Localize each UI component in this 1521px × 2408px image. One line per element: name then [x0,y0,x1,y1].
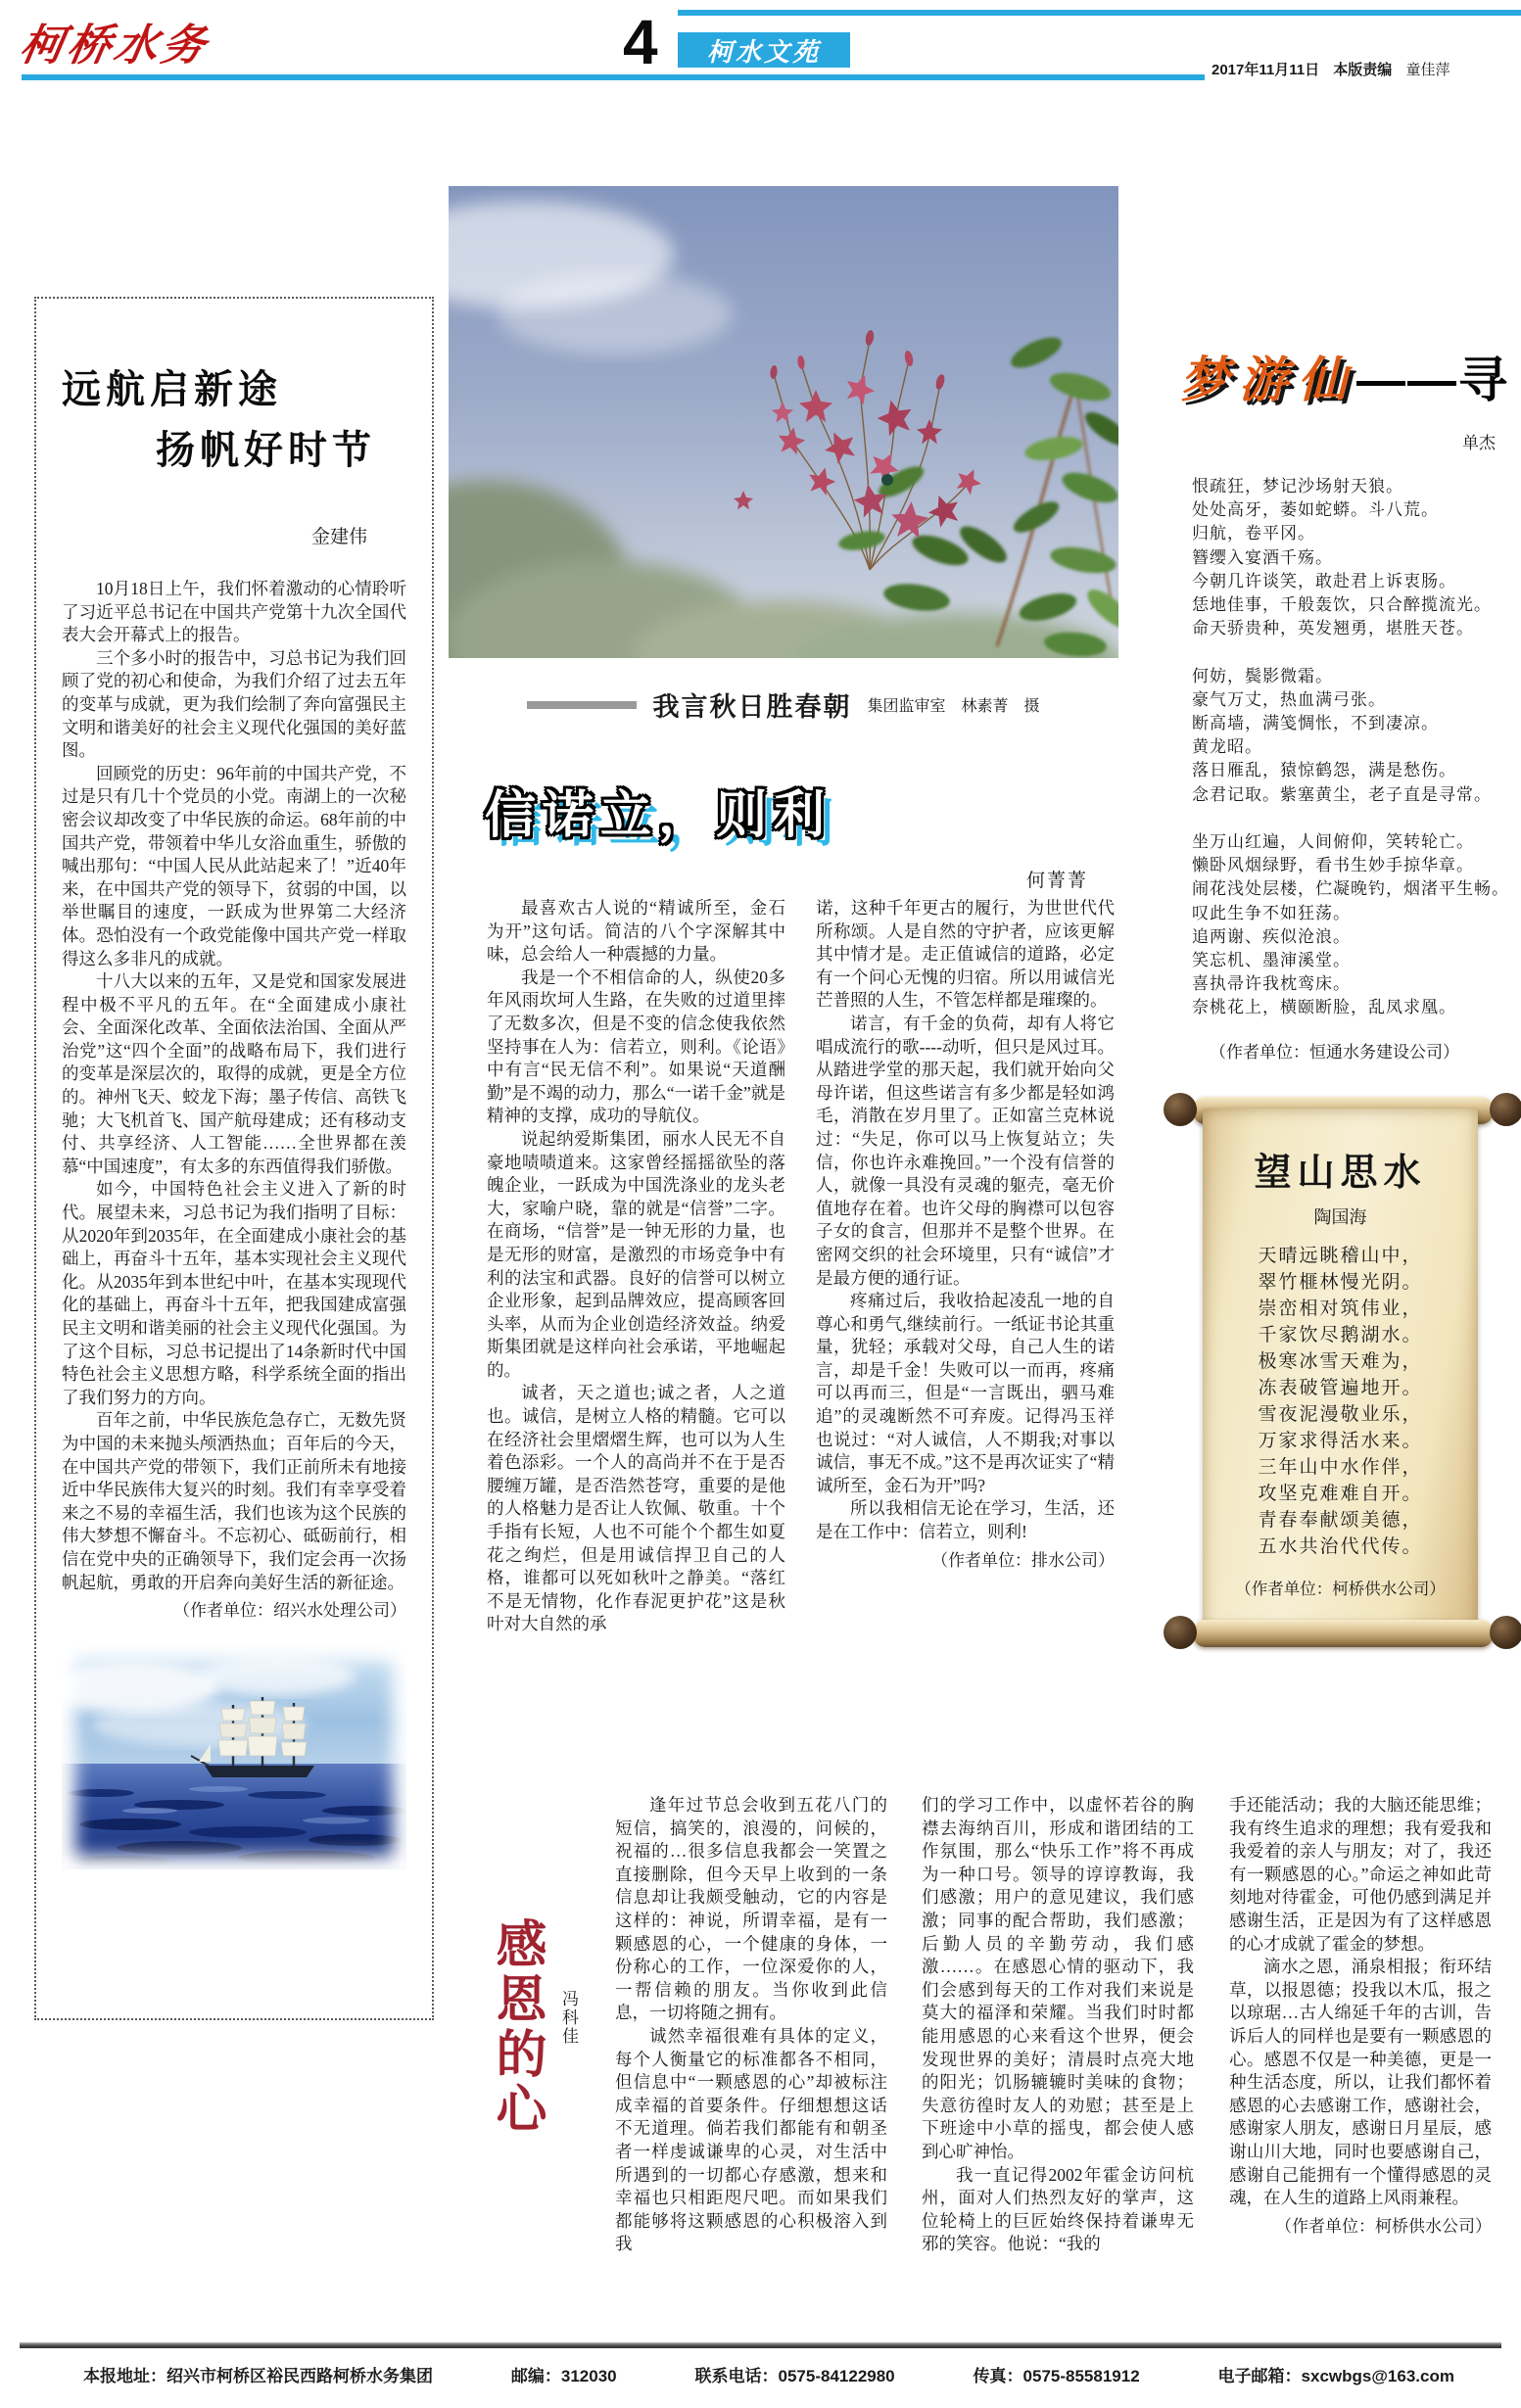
scroll-poem-line: 千家饮尽鹅湖水。 [1258,1325,1423,1346]
poem-dream-lines [1180,475,1513,1020]
poem-dream-title [1180,341,1513,411]
poem-line: 今朝几许谈笑，敢赴君上诉衷肠。 [1192,571,1456,590]
autumn-flowers-illustration [449,186,1118,658]
article-voyage-paragraph: 回顾党的历史：96年前的中国共产党，不过是只有几十个党员的小党。南湖上的一次秘密会议却改变了中华民族的命运。68年前的中国共产党，带领着中华儿女浴血重生，骄傲的喊出那句：“中国人民从此站起来了！”近40年来，在中国共产党的领导下，贫弱的中国，以举世瞩目的速度，一跃成为世界第二大经济体。恐怕没有一个政党能像中国共产党一样取得这么多非凡的成就。 [62,763,406,968]
article-integrity-paragraph: 诚者，天之道也;诚之者，人之道也。诚信，是树立人格的精髓。它可以在经济社会里熠熠生辉，也可以为人生着色添彩。一个人的高尚并不在于是否腰缠万罐，是否浩然苍穹，重要的是他的人格魅力是否让人钦佩、敬重。十个手指有长短，人也不可能个个都生如夏花之绚烂，但是用诚信捍卫自己的人格，谁都可以死如秋叶之静美。“落红不是无情物，化作春泥更护花”这是秋叶对大自然的承 [487,1383,785,1634]
poem-dream-title-suffix: ——寻 [1356,353,1509,407]
article-voyage-paragraph: 三个多小时的报告中，习总书记为我们回顾了党的初心和使命，为我们介绍了过去五年的变革与成就，更为我们绘制了奔向富强民主文明和谐美好的社会主义现代化强国的美好蓝图。 [62,647,406,761]
poem-line: 黄龙昭。 [1192,737,1262,757]
scroll-knob-top-left [1164,1093,1197,1126]
scroll-poem-line: 冻表破管遍地开。 [1258,1378,1423,1398]
scroll-knob-bottom-right [1490,1616,1521,1649]
article-integrity-paragraph: 说起纳爱斯集团，丽水人民无不自豪地啧啧道来。这家曾经摇摇欲坠的落魄企业，一跃成为中国洗涤业的龙头老大，家喻户晓，靠的就是“信誉”二字。在商场，“信誉”是一钟无形的力量，也是无形的财富，是激烈的市场竞争中有利的法宝和武器。良好的信誉可以树立企业形象，起到品牌效应，提高顾客回头率，从而为企业创造经济效益。纳爱斯集团就是这样向社会承诺，平地崛起的。 [487,1128,785,1380]
poem-line: 喜执帚许我枕鸾床。 [1192,974,1351,994]
article-gratitude-col3 [1229,1794,1492,2305]
scroll-knob-top-right [1490,1093,1521,1126]
poem-dream-attribution: （作者单位：恒通水务建设公司） [1210,1042,1459,1062]
article-integrity-attribution: （作者单位：排水公司） [931,1550,1115,1570]
poem-line: 何妨，鬓影微霜。 [1192,666,1333,685]
dateline [1212,59,1459,79]
scroll-poem-line: 极寒冰雪天难为， [1258,1351,1423,1372]
page-number: 4 [623,7,658,77]
scroll-poem-line: 万家求得活水来。 [1258,1431,1423,1451]
article-gratitude-paragraph: 手还能活动；我的大脑还能思维；我有终生追求的理想；我有爱我和我爱着的亲人与朋友；对了，我还有一颗感恩的心。”命运之神如此苛刻地对待霍金，可他仍感到满足并感谢生活，正是因为有了这样感恩的心才成就了霍金的梦想。 [1229,1795,1492,1954]
scroll-poem-line: 天晴远眺稽山中， [1258,1246,1423,1266]
caption-rule [527,701,637,709]
article-gratitude-attribution: （作者单位：柯桥供水公司） [1275,2216,1492,2236]
article-gratitude-paragraph: 逢年过节总会收到五花八门的短信，搞笑的，浪漫的，问候的，祝福的…很多信息我都会一笑置之直接删除，但今天早上收到的一条信息却让我颇受触动，它的内容是这样的：神说，所谓幸福，是有一颗感恩的心，一个健康的身体，一份称心的工作，一位深爱你的人，一帮信赖的朋友。当你收到此信息，一切将随之拥有。 [615,1795,887,2023]
poem-line: 坐万山红遍，人间俯仰，笑转轮亡。 [1192,832,1474,852]
footer-fax: 传真：0575-85581912 [973,2367,1140,2385]
poem-dream-title-colored: 梦游仙 [1180,353,1356,407]
poem-line: 落日雁乱，猿惊鹤怨，满是愁伤。 [1192,761,1456,780]
scroll-poem-lines [1203,1243,1478,1560]
poem-line: 追两谢、疾似沧浪。 [1192,926,1351,946]
scroll-poem-line: 攻坚克难难自开。 [1258,1484,1423,1504]
article-voyage [34,297,434,2020]
article-integrity-col2-text [816,897,1115,1544]
scroll-poem-author: 陶国海 [1313,1207,1367,1227]
footer-postcode: 邮编：312030 [510,2367,617,2385]
footer-phone: 联系电话：0575-84122980 [694,2367,895,2385]
article-integrity-author: 何菁菁 [1026,871,1089,891]
editor-name: 童佳萍 [1405,63,1450,78]
article-gratitude-title: 感恩的心 [488,1917,545,2137]
footer-email: 电子邮箱：sxcwbgs@163.com [1217,2367,1454,2385]
poem-dream-immortal [1180,341,1513,1062]
article-voyage-body [62,578,406,1594]
photo-caption-credit: 集团监审室 林素菁 摄 [867,698,1040,715]
scroll-poem-line: 青春奉献颂美德， [1258,1510,1423,1531]
article-integrity-paragraph: 诺，这种千年更古的履行，为世世代代所称颂。人是自然的守护者，应该更解其中情才是。走正值诚信的道路，必定有一个问心无愧的归宿。所以用诚信光芒普照的人生，不管怎样都是璀璨的。 [816,898,1115,1011]
poem-line: 奈桃花上，横颐断脸，乱凤求凰。 [1192,998,1456,1017]
scroll-decoration [1165,1089,1521,1655]
article-gratitude-paragraph: 们的学习工作中，以虚怀若谷的胸襟去海纳百川，形成和谐团结的工作氛围，那么“快乐工作”将不再成为一种口号。领导的谆谆教诲，我们感激；用户的意见建议，我们感激；同事的配合帮助，我们感激；后勤人员的辛勤劳动，我们感激……。在感恩心情的驱动下，我们会感到每天的工作对我们来说是莫大的福泽和荣耀。当我们时时都能用感恩的心来看这个世界，便会发现世界的美好；清晨时点亮大地的阳光；饥肠辘辘时美味的食物；失意彷徨时友人的劝慰；甚至是上下班途中小草的摇曳，都会使人感到心旷神怡。 [922,1795,1194,2161]
article-voyage-title-line1: 远航启新途 [62,368,282,411]
poem-line [1192,807,1513,830]
section-name: 柯水文苑 [706,37,821,67]
article-integrity-title: 信诺立，则利 [485,787,832,844]
article-gratitude-col3-text [1229,1794,1492,2210]
scroll-poem-line: 翠竹榧林慢光阴。 [1258,1272,1423,1293]
article-voyage-paragraph: 如今，中国特色社会主义进入了新的时代。展望未来，习总书记为我们指明了目标：从2020年到2035年，在全面建成小康社会的基础上，再奋斗十五年，基本实现社会主义现代化。从2035年到本世纪中叶，在基本实现现代化的基础上，再奋斗十五年，把我国建成富强民主文明和谐美丽的社会主义现代化强国。为了这个目标，习总书记提出了14条新时代中国特色社会主义思想方略，科学系统全面的指出了我们努力的方向。 [62,1179,406,1407]
scroll-knob-bottom-left [1164,1616,1197,1649]
poem-line: 断高墙，满笺惆怅，不到凄凉。 [1192,714,1439,733]
article-voyage-attribution: （作者单位：绍兴水处理公司） [173,1601,406,1621]
date-text: 2017年11月11日 [1212,62,1320,78]
poem-line: 豪气万丈，热血满弓张。 [1192,689,1386,709]
footer-address: 本报地址：绍兴市柯桥区裕民西路柯桥水务集团 [83,2367,433,2385]
poem-line: 念君记取。紫塞黄尘，老子直是寻常。 [1192,784,1492,804]
article-voyage-paragraph: 百年之前，中华民族危急存亡，无数先贤为中国的未来抛头颅洒热血；百年后的今天，在中国共产党的带领下，我们正前所未有地接近中华民族伟大复兴的时刻。我们有幸享受着来之不易的幸福生活，我们也该为这个民族的伟大梦想不懈奋斗。不忘初心、砥砺前行，相信在党中央的正确领导下，我们定会再一次扬帆起航，勇敢的开启奔向美好生活的新征途。 [62,1410,406,1592]
scroll-poem-line: 三年山中水作伴， [1258,1457,1423,1478]
poem-line: 簪缨入宴酒千殇。 [1192,547,1333,567]
article-integrity-col2 [816,897,1115,1731]
scroll-poem-line: 五水共治代代传。 [1258,1536,1423,1557]
poem-line: 笑忘机、墨渖溪堂。 [1192,951,1351,970]
poem-dream-author: 单杰 [1462,434,1496,452]
photo-caption [449,685,1118,724]
article-integrity-col1 [487,897,785,1731]
section-name-box [678,32,850,68]
article-gratitude-paragraph: 滴水之恩，涌泉相报；衔环结草，以报恩德；投我以木瓜，报之以琼琚…古人绵延千年的古训，告诉后人的同样也是要有一颗感恩的心。感恩不仅是一种美德，更是一种生活态度，所以，让我们都怀着感恩的心去感谢工作，感谢社会，感谢家人朋友，感谢日月星辰，感谢山川大地，同时也要感谢自己，感谢自己能拥有一个懂得感恩的灵魂，在人生的道路上风雨兼程。 [1229,1957,1492,2208]
poem-line: 恁地佳事，千般轰饮，只合醉揽流光。 [1192,595,1492,615]
article-integrity-paragraph: 所以我相信无论在学习，生活，还是在工作中：信若立，则利! [816,1498,1115,1542]
autumn-flowers-photo [449,186,1118,658]
article-gratitude-paragraph: 诚然幸福很难有具体的定义，每个人衡量它的标准都各不相同，但信息中“一颗感恩的心”却被标注成幸福的首要条件。仔细想想这话不无道理。倘若我们都能有和朝圣者一样虔诚谦卑的心灵，对生活中所遇到的一切都心存感激，想来和幸福也只相距咫尺吧。而如果我们都能够将这颗感恩的心积极溶入到我 [615,2025,887,2254]
poem-line: 命天骄贵种，英发翘勇，堪胜天苍。 [1192,619,1474,638]
article-integrity-paragraph: 我是一个不相信命的人，纵使20多年风雨坎坷人生路，在失败的过道里摔了无数多次，但是不变的信念使我依然坚持事在人为：信若立，则利。《论语》中有言“民无信不利”。如果说“天道酬勤”是不竭的动力，那么“一诺千金”就是精神的支撑，成功的导航仪。 [487,967,785,1126]
article-integrity-paragraph: 最喜欢古人说的“精诚所至，金石为开”这句话。简洁的八个字深解其中味，总会给人一种震撼的力量。 [487,898,785,965]
poem-line: 叹此生争不如狂荡。 [1192,903,1351,922]
scroll-poem-line: 雪夜泥漫敬业乐， [1258,1404,1423,1425]
footer-rule [20,2342,1501,2348]
header-rule-top [678,10,1521,16]
poem-line [1192,640,1513,664]
poem-line: 懒卧风烟绿野，看书生妙手掠华章。 [1192,856,1474,875]
header-rule-bottom [22,74,1205,80]
photo-feather-edge [62,1646,406,1869]
scroll-poem-title: 望山思水 [1254,1153,1427,1194]
poem-line: 归航，卷平冈。 [1192,524,1315,543]
scroll-poem-attribution: （作者单位：柯桥供水公司） [1235,1580,1446,1598]
scroll-poem-line: 崇峦相对筑伟业， [1258,1298,1423,1319]
article-gratitude-col1 [615,1794,887,2305]
poem-line: 闹花浅处层楼，伫凝晚钓，烟渚平生畅。 [1192,879,1509,899]
article-integrity-paragraph: 疼痛过后，我收拾起凌乱一地的自尊心和勇气,继续前行。一纸证书论其重量，犹轻；承载对父母，自己人生的诺言，却是千金！失败可以一而再，疼痛可以再而三，但是“一言既出，驷马难追”的灵魂断然不可弃废。记得冯玉祥也说过：“对人诚信，人不期我;对事以诚信，事无不成。”这不是再次证实了“精诚所至，金石为开”吗? [816,1291,1115,1495]
article-gratitude-paragraph: 我一直记得2002年霍金访问杭州，面对人们热烈友好的掌声，这位轮椅上的巨匠始终保持着谦卑无邪的笑容。他说：“我的 [922,2164,1194,2254]
article-voyage-title-line2: 扬帆好时节 [156,429,376,472]
article-voyage-paragraph: 10月18日上午，我们怀着激动的心情聆听了习近平总书记在中国共产党第十九次全国代表大会开幕式上的报告。 [62,579,406,645]
article-voyage-title [62,359,406,481]
sailing-ship-photo [62,1646,406,1869]
article-integrity-paragraph: 诺言，有千金的负荷，却有人将它唱成流行的歌----动听，但只是风过耳。从踏进学堂的那天起，我们就开始向父母许诺，但这些诺言有多少都是轻如鸿毛，消散在岁月里了。正如富兰克林说过：“失足，你可以马上恢复站立；失信，你也许永难挽回。”一个没有信誉的人，就像一具没有灵魂的躯壳，毫无价值地存在着。也许父母的胸襟可以包容子女的食言，但那并不是整个世界。在密网交织的社会环境里，只有“诚信”才是最方便的通行证。 [816,1013,1115,1288]
scroll-paper [1203,1109,1478,1631]
editor-label: 本版责编 [1333,62,1393,78]
poem-line: 处处高牙，萎如蛇蟒。斗八荒。 [1192,500,1439,520]
poem-line: 恨疏狂，梦记沙场射天狼。 [1192,477,1403,496]
article-gratitude-col2 [922,1794,1194,2305]
article-voyage-author: 金建伟 [310,527,367,547]
footer-info [83,2362,1454,2386]
scroll-roller-bottom [1193,1620,1494,1647]
article-gratitude-author: 冯科佳 [559,1990,578,2046]
masthead-title: 柯桥水务 [16,22,214,70]
photo-caption-title: 我言秋日胜春朝 [652,692,852,722]
article-voyage-paragraph: 十八大以来的五年，又是党和国家发展进程中极不平凡的五年。在“全面建成小康社会、全面深化改革、全面依法治国、全面从严治党”这“四个全面”的战略布局下，我们进行的变革是深层次的，取得的成就，更是全方位的。神州飞天、蛟龙下海；墨子传信、高铁飞驰；大飞机首飞、国产航母建成；还有移动支付、共享经济、人工智能……全世界都在羡慕“中国速度”，有太多的东西值得我们骄傲。 [62,971,406,1176]
